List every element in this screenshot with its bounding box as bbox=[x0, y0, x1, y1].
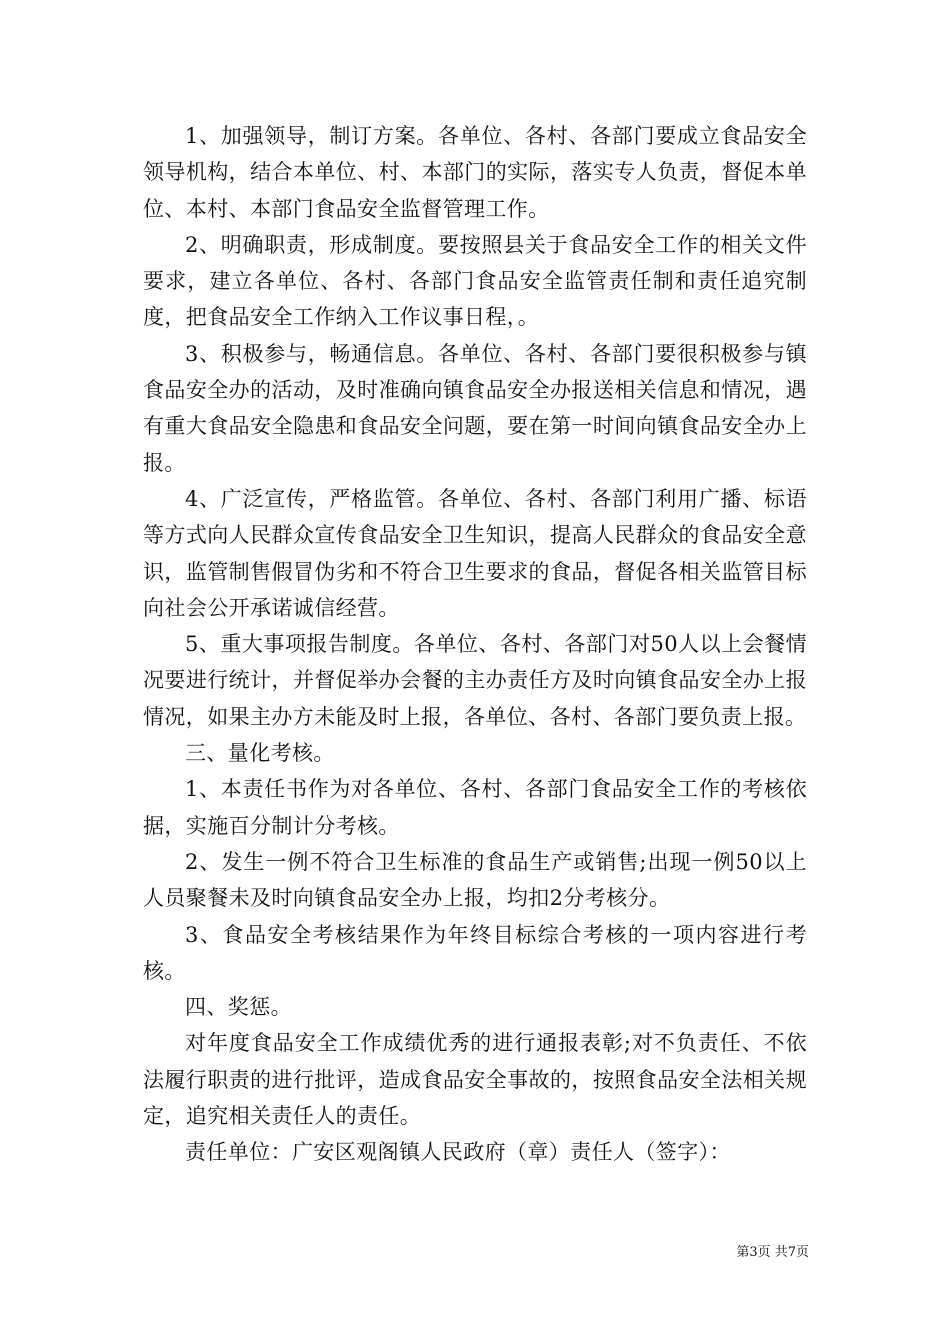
paragraph-clarify-duties: 2、明确职责，形成制度。要按照县关于食品安全工作的相关文件要求，建立各单位、各村、各部门食品安全监管责任制和责任追究制度，把食品安全工作纳入工作议事日程，。 bbox=[143, 232, 807, 330]
paragraph-major-event-reporting: 5、重大事项报告制度。各单位、各村、各部门对50人以上会餐情况要进行统计，并督促举办会餐的主办责任方及时向镇食品安全办上报情况，如果主办方未能及时上报，各单位、各村、各部门要负责上报。 bbox=[143, 632, 807, 729]
page-indicator: 第3页 共7页 bbox=[736, 1245, 809, 1260]
paragraph-assessment-basis: 1、本责任书作为对各单位、各村、各部门食品安全工作的考核依据，实施百分制计分考核。 bbox=[143, 777, 807, 838]
section-heading-rewards: 四、奖惩。 bbox=[185, 995, 292, 1020]
section-heading-assessment: 三、量化考核。 bbox=[185, 741, 335, 766]
document-body bbox=[143, 118, 807, 1171]
paragraph-deduction-rule: 2、发生一例不符合卫生标准的食品生产或销售;出现一例50以上人员聚餐未及时向镇食品安全办上报，均扣2分考核分。 bbox=[143, 849, 807, 911]
signature-line: 责任单位：广安区观阁镇人民政府（章）责任人（签字）： bbox=[185, 1140, 731, 1165]
paragraph-publicity-supervision: 4、广泛宣传，严格监管。各单位、各村、各部门利用广播、标语等方式向人民群众宣传食品安全卫生知识，提高人民群众的食品安全意识，监管制售假冒伪劣和不符合卫生要求的食品，督促各相关监管目标向社会公开承诺诚信经营。 bbox=[143, 486, 807, 620]
paragraph-active-participation: 3、积极参与，畅通信息。各单位、各村、各部门要很积极参与镇食品安全办的活动，及时准确向镇食品安全办报送相关信息和情况，遇有重大食品安全隐患和食品安全问题，要在第一时间向镇食品安全办上报。 bbox=[143, 341, 807, 475]
paragraph-year-end-assessment: 3、食品安全考核结果作为年终目标综合考核的一项内容进行考核。 bbox=[143, 922, 807, 983]
paragraph-rewards-penalties: 对年度食品安全工作成绩优秀的进行通报表彰;对不负责任、不依法履行职责的进行批评，造成食品安全事故的，按照食品安全法相关规定，追究相关责任人的责任。 bbox=[143, 1031, 807, 1129]
paragraph-strengthen-leadership: 1、加强领导，制订方案。各单位、各村、各部门要成立食品安全领导机构，结合本单位、村、本部门的实际，落实专人负责，督促本单位、本村、本部门食品安全监督管理工作。 bbox=[143, 124, 807, 221]
